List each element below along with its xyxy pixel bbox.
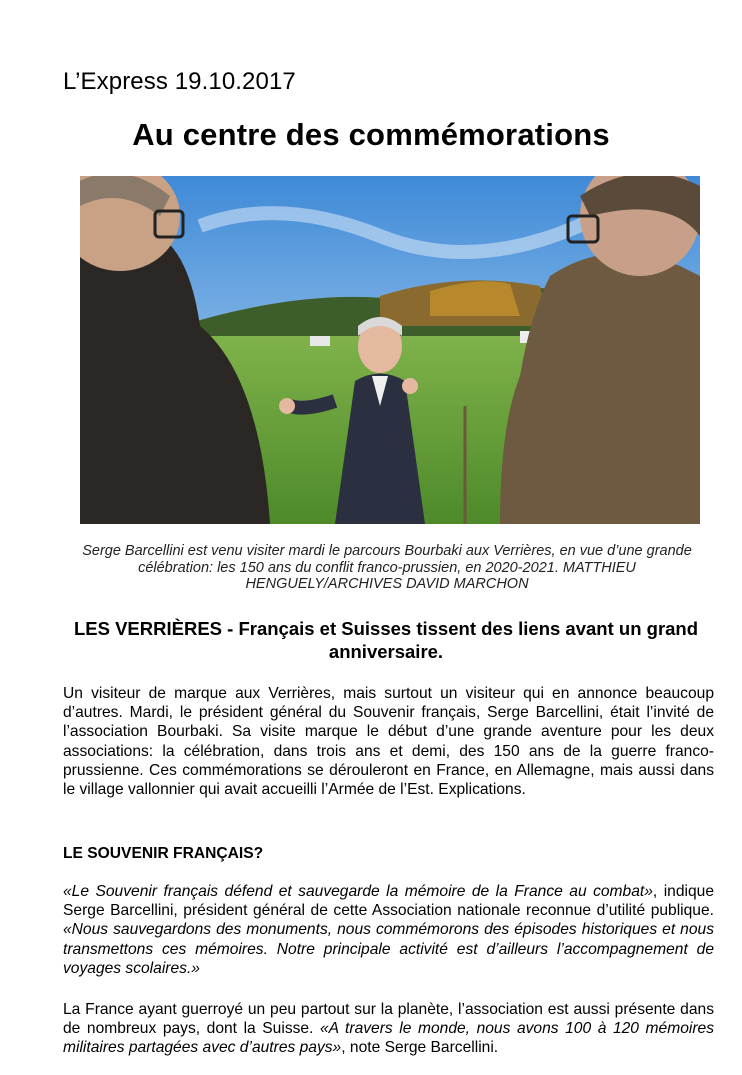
paragraph-3-end: , note Serge Barcellini.: [341, 1039, 499, 1057]
section-heading: LE SOUVENIR FRANÇAIS?: [63, 845, 264, 862]
publication-source: L’Express 19.10.2017: [63, 68, 296, 95]
paragraph-2-text: , indique Serge Barcellini, président général de cette Association nationale reconnue d’utilité publique.: [63, 883, 714, 920]
quote-3: «A travers le monde, nous avons 100 à 120 mémoires militaires partagées avec d’autres pays»: [63, 1020, 714, 1057]
article-lead: LES VERRIÈRES - Français et Suisses tissent des liens avant un grand anniversaire.: [73, 618, 699, 662]
paragraph-3-text: La France ayant guerroyé un peu partout sur la planète, l’association est aussi présente dans de nombreux pays, dont la Suisse.: [63, 1001, 714, 1038]
article-paragraph-3: [63, 1000, 714, 1058]
photo-illustration: [80, 176, 700, 524]
article-paragraph-1: Un visiteur de marque aux Verrières, mais surtout un visiteur qui en annonce beaucoup d’autres. Mardi, le président général du Souvenir français, Serge Barcellini, était l’invité de l’association Bourbaki. Sa visite marque le début d’une grande aventure pour les deux associations: la célébration, dans trois ans et demi, des 150 ans de la guerre franco-prussienne. Ces commémorations se dérouleront en France, en Allemagne, mais aussi dans le village vallonnier qui avait accueilli l’Armée de l’Est. Explications.: [63, 685, 714, 799]
quote-2: «Nous sauvegardons des monuments, nous commémorons des épisodes historiques et nous transmettons ces mémoires. Notre principale activité est d’ailleurs l’accompagnement de voyages scolaires.»: [63, 921, 714, 977]
article-paragraph-2: [63, 882, 714, 978]
photo-caption: Serge Barcellini est venu visiter mardi le parcours Bourbaki aux Verrières, en vue d’une grande célébration: les 150 ans du conflit franco-prussien, en 2020-2021. MATTHIEU HENGUELY/ARCHIVES DAVID MARCHON: [82, 543, 692, 592]
article-title: Au centre des commémorations: [132, 117, 610, 152]
article-photo: [80, 176, 700, 524]
quote-1: «Le Souvenir français défend et sauvegarde la mémoire de la France au combat»: [63, 883, 653, 900]
